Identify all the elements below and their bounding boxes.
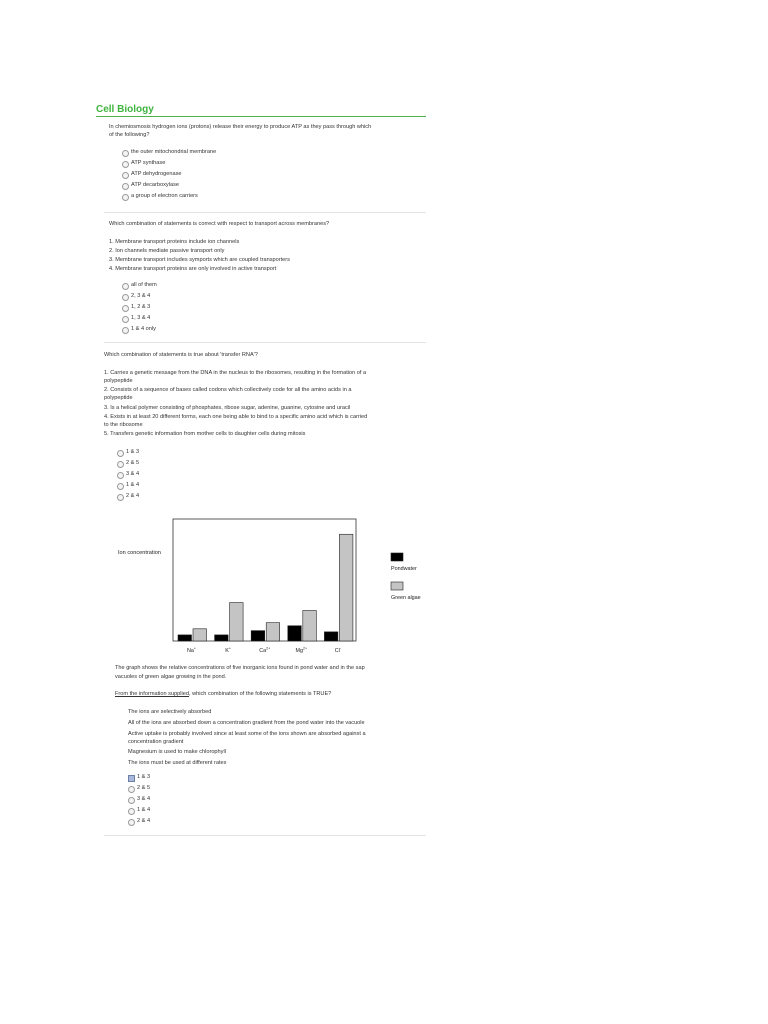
q3-option-5-radio[interactable] xyxy=(117,494,124,501)
bar-pondwater-2 xyxy=(251,631,265,641)
q1-option-1-radio[interactable] xyxy=(122,150,129,157)
bar-green-algae-2 xyxy=(266,623,280,641)
legend-swatch-green-algae xyxy=(391,582,403,590)
bar-green-algae-4 xyxy=(339,534,353,641)
q4-option-4-label: 1 & 4 xyxy=(137,807,151,813)
divider xyxy=(104,212,426,213)
q1-stem-line-2: of the following? xyxy=(109,132,150,138)
q2-option-1-label: all of them xyxy=(131,282,157,288)
q3-statement-2-cont: polypeptide xyxy=(104,395,133,401)
q2-statement-2: 2. Ion channels mediate passive transport only xyxy=(109,248,225,254)
q2-option-3-radio[interactable] xyxy=(122,305,129,312)
q3-option-5-label: 2 & 4 xyxy=(126,493,140,499)
q3-option-4-label: 1 & 4 xyxy=(126,482,140,488)
bar-green-algae-1 xyxy=(230,603,244,641)
q1-option-2-label: ATP synthase xyxy=(131,160,166,166)
q1-option-4-radio[interactable] xyxy=(122,183,129,190)
bar-green-algae-0 xyxy=(193,629,207,641)
q1-option-1-label: the outer mitochondrial membrane xyxy=(131,149,217,155)
legend-label-pondwater: Pondwater xyxy=(391,566,417,572)
x-tick-label: Cl- xyxy=(334,646,342,654)
q4-option-3-radio[interactable] xyxy=(128,797,135,804)
x-tick-label: $Mg^{2+}$ xyxy=(295,646,308,654)
q2-option-2-radio[interactable] xyxy=(122,294,129,301)
x-tick-label: $Ca^{2+}$ xyxy=(259,646,271,654)
q4-statement-3-cont: concentration gradient xyxy=(128,739,184,745)
q3-statement-3: 3. Is a helical polymer consisting of phosphates, ribose sugar, adenine, guanine, cytosine and uracil xyxy=(104,405,351,411)
q1-option-2-radio[interactable] xyxy=(122,161,129,168)
q3-statement-4-cont: to the ribosome xyxy=(104,422,143,428)
q2-statement-4: 4. Membrane transport proteins are only involved in active transport xyxy=(109,266,277,272)
q4-option-4-radio[interactable] xyxy=(128,808,135,815)
bar-pondwater-0 xyxy=(178,635,192,641)
q3-stem: Which combination of statements is true about 'transfer RNA'? xyxy=(104,352,258,358)
q3-option-3-radio[interactable] xyxy=(117,472,124,479)
q4-stem-line-1: The graph shows the relative concentrations of five inorganic ions found in pond water and in the sap xyxy=(115,665,365,671)
q3-option-3-label: 3 & 4 xyxy=(126,471,140,477)
divider xyxy=(104,835,426,836)
q1-stem-line-1: In chemiosmosis hydrogen ions (protons) release their energy to produce ATP as they pass through which xyxy=(109,124,372,130)
y-axis-label: Ion concentration xyxy=(118,550,161,556)
q3-option-1-label: 1 & 3 xyxy=(126,449,140,455)
q3-option-1-radio[interactable] xyxy=(117,450,124,457)
q4-statement-4: Magnesium is used to make chlorophyll xyxy=(128,749,226,755)
q4-statement-2: All of the ions are absorbed down a concentration gradient from the pond water into the vacuole xyxy=(128,720,365,726)
q4-prompt-underlined: From the information supplied xyxy=(115,691,189,697)
q3-statement-5: 5. Transfers genetic information from mother cells to daughter cells during mitosis xyxy=(104,431,306,437)
q1-option-5-radio[interactable] xyxy=(122,194,129,201)
q4-stem-line-2: vacuoles of green algae growing in the pond. xyxy=(115,674,227,680)
q2-statement-1: 1. Membrane transport proteins include ion channels xyxy=(109,239,240,245)
q2-option-5-radio[interactable] xyxy=(122,327,129,334)
q2-option-1-radio[interactable] xyxy=(122,283,129,290)
q2-option-4-label: 1, 3 & 4 xyxy=(131,315,151,321)
legend-label-green-algae: Green algae xyxy=(391,595,421,601)
q1-option-3-label: ATP dehydrogenase xyxy=(131,171,182,177)
q1-option-5-label: a group of electron carriers xyxy=(131,193,198,199)
q2-option-4-radio[interactable] xyxy=(122,316,129,323)
q1-option-3-radio[interactable] xyxy=(122,172,129,179)
bar-pondwater-1 xyxy=(215,635,229,641)
q3-statement-1: 1. Carries a genetic message from the DNA in the nucleus to the ribosomes, resulting in the formation of a xyxy=(104,370,367,376)
bar-pondwater-4 xyxy=(324,632,338,641)
q4-option-2-radio[interactable] xyxy=(128,786,135,793)
q4-option-3-label: 3 & 4 xyxy=(137,796,151,802)
x-tick-label: Na+ xyxy=(186,646,197,654)
q3-option-2-label: 2 & 5 xyxy=(126,460,140,466)
q2-option-3-label: 1, 2 & 3 xyxy=(131,304,151,310)
divider xyxy=(104,342,426,343)
q1-option-4-label: ATP decarboxylase xyxy=(131,182,179,188)
q3-option-2-radio[interactable] xyxy=(117,461,124,468)
q4-statement-1: The ions are selectively absorbed xyxy=(128,709,212,715)
q4-option-5-label: 2 & 4 xyxy=(137,818,151,824)
plot-frame xyxy=(173,519,356,641)
q2-option-2-label: 2, 3 & 4 xyxy=(131,293,151,299)
x-tick-label: K+ xyxy=(225,646,231,654)
q4-option-5-radio[interactable] xyxy=(128,819,135,826)
page-title: Cell Biology xyxy=(96,104,426,117)
q4-option-2-label: 2 & 5 xyxy=(137,785,151,791)
q3-statement-1-cont: polypeptide xyxy=(104,378,133,384)
q2-option-5-label: 1 & 4 only xyxy=(131,326,156,332)
q3-statement-4: 4. Exists in at least 20 different forms, each one being able to bind to a specific amino acid which is carried xyxy=(104,414,368,420)
legend-swatch-pondwater xyxy=(391,553,403,561)
q4-option-1-label: 1 & 3 xyxy=(137,774,151,780)
q2-statement-3: 3. Membrane transport includes symports which are coupled transporters xyxy=(109,257,290,263)
q4-statement-3: Active uptake is probably involved since at least some of the ions shown are absorbed against a xyxy=(128,731,366,737)
q4-prompt-rest: , which combination of the following statements is TRUE? xyxy=(189,691,332,697)
bar-pondwater-3 xyxy=(288,626,302,641)
q3-statement-2: 2. Consists of a sequence of bases called codons which collectively code for all the amino acids in a xyxy=(104,387,352,393)
ion-concentration-chart xyxy=(96,514,436,664)
q2-stem: Which combination of statements is correct with respect to transport across membranes? xyxy=(109,221,330,227)
q4-statement-5: The ions must be used at different rates xyxy=(128,760,227,766)
q4-option-1-checkbox[interactable] xyxy=(128,775,135,782)
bar-green-algae-3 xyxy=(303,611,317,642)
q4-prompt xyxy=(115,690,331,698)
q3-option-4-radio[interactable] xyxy=(117,483,124,490)
